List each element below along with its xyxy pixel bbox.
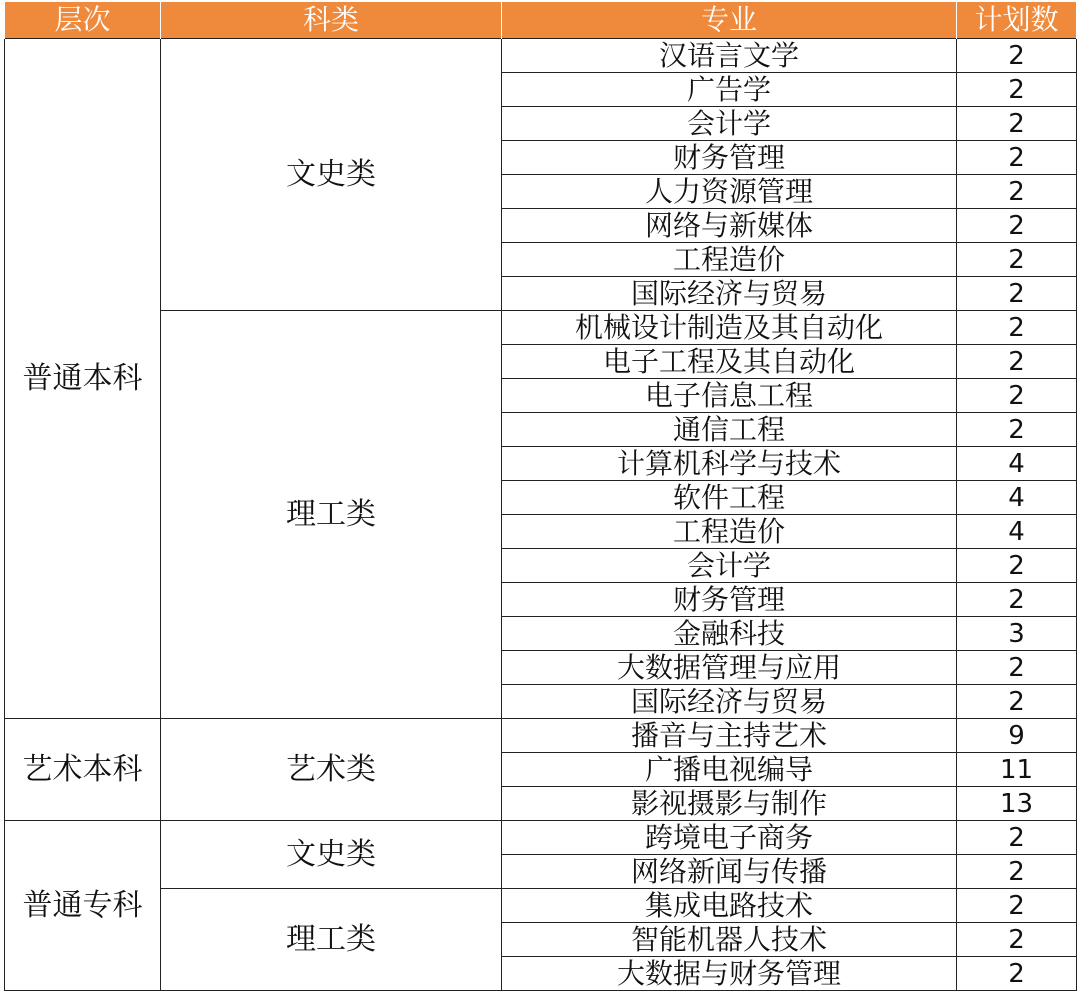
category-cell: 文史类 [161, 39, 502, 311]
plan-count-cell: 2 [957, 311, 1077, 345]
major-cell: 网络与新媒体 [502, 209, 957, 243]
header-plan-count: 计划数 [957, 2, 1077, 39]
major-cell: 电子工程及其自动化 [502, 345, 957, 379]
plan-count-cell: 4 [957, 481, 1077, 515]
table-row [5, 821, 1077, 855]
header-major: 专业 [502, 2, 957, 39]
major-cell: 广播电视编导 [502, 753, 957, 787]
category-cell: 理工类 [161, 889, 502, 991]
major-cell: 汉语言文学 [502, 39, 957, 73]
major-cell: 集成电路技术 [502, 889, 957, 923]
table-row [5, 39, 1077, 73]
major-cell: 财务管理 [502, 583, 957, 617]
major-cell: 计算机科学与技术 [502, 447, 957, 481]
plan-count-cell: 2 [957, 141, 1077, 175]
plan-count-cell: 4 [957, 515, 1077, 549]
major-cell: 通信工程 [502, 413, 957, 447]
level-cell: 普通本科 [5, 39, 161, 719]
plan-count-cell: 2 [957, 855, 1077, 889]
enrollment-plan-table [4, 2, 1077, 991]
major-cell: 工程造价 [502, 243, 957, 277]
major-cell: 国际经济与贸易 [502, 685, 957, 719]
plan-count-cell: 2 [957, 889, 1077, 923]
major-cell: 会计学 [502, 107, 957, 141]
plan-count-cell: 2 [957, 175, 1077, 209]
table-body [5, 39, 1077, 991]
major-cell: 财务管理 [502, 141, 957, 175]
plan-count-cell: 2 [957, 39, 1077, 73]
plan-count-cell: 3 [957, 617, 1077, 651]
plan-count-cell: 2 [957, 413, 1077, 447]
plan-count-cell: 2 [957, 821, 1077, 855]
plan-count-cell: 2 [957, 209, 1077, 243]
major-cell: 跨境电子商务 [502, 821, 957, 855]
plan-count-cell: 2 [957, 685, 1077, 719]
major-cell: 广告学 [502, 73, 957, 107]
major-cell: 影视摄影与制作 [502, 787, 957, 821]
category-cell: 艺术类 [161, 719, 502, 821]
table-row [5, 311, 1077, 345]
table-row [5, 719, 1077, 753]
major-cell: 智能机器人技术 [502, 923, 957, 957]
major-cell: 电子信息工程 [502, 379, 957, 413]
plan-count-cell: 4 [957, 447, 1077, 481]
level-cell: 艺术本科 [5, 719, 161, 821]
plan-count-cell: 2 [957, 651, 1077, 685]
plan-count-cell: 2 [957, 379, 1077, 413]
major-cell: 机械设计制造及其自动化 [502, 311, 957, 345]
plan-count-cell: 2 [957, 345, 1077, 379]
category-cell: 文史类 [161, 821, 502, 889]
plan-count-cell: 2 [957, 923, 1077, 957]
major-cell: 软件工程 [502, 481, 957, 515]
plan-count-cell: 2 [957, 957, 1077, 991]
major-cell: 大数据与财务管理 [502, 957, 957, 991]
major-cell: 国际经济与贸易 [502, 277, 957, 311]
plan-count-cell: 2 [957, 243, 1077, 277]
plan-count-cell: 2 [957, 549, 1077, 583]
major-cell: 金融科技 [502, 617, 957, 651]
major-cell: 会计学 [502, 549, 957, 583]
plan-count-cell: 13 [957, 787, 1077, 821]
major-cell: 人力资源管理 [502, 175, 957, 209]
header-row [5, 2, 1077, 39]
major-cell: 工程造价 [502, 515, 957, 549]
plan-count-cell: 2 [957, 107, 1077, 141]
header-category: 科类 [161, 2, 502, 39]
plan-count-cell: 2 [957, 277, 1077, 311]
category-cell: 理工类 [161, 311, 502, 719]
plan-count-cell: 2 [957, 73, 1077, 107]
header-level: 层次 [5, 2, 161, 39]
major-cell: 大数据管理与应用 [502, 651, 957, 685]
major-cell: 网络新闻与传播 [502, 855, 957, 889]
plan-count-cell: 11 [957, 753, 1077, 787]
major-cell: 播音与主持艺术 [502, 719, 957, 753]
table-row [5, 889, 1077, 923]
plan-count-cell: 9 [957, 719, 1077, 753]
plan-count-cell: 2 [957, 583, 1077, 617]
level-cell: 普通专科 [5, 821, 161, 991]
